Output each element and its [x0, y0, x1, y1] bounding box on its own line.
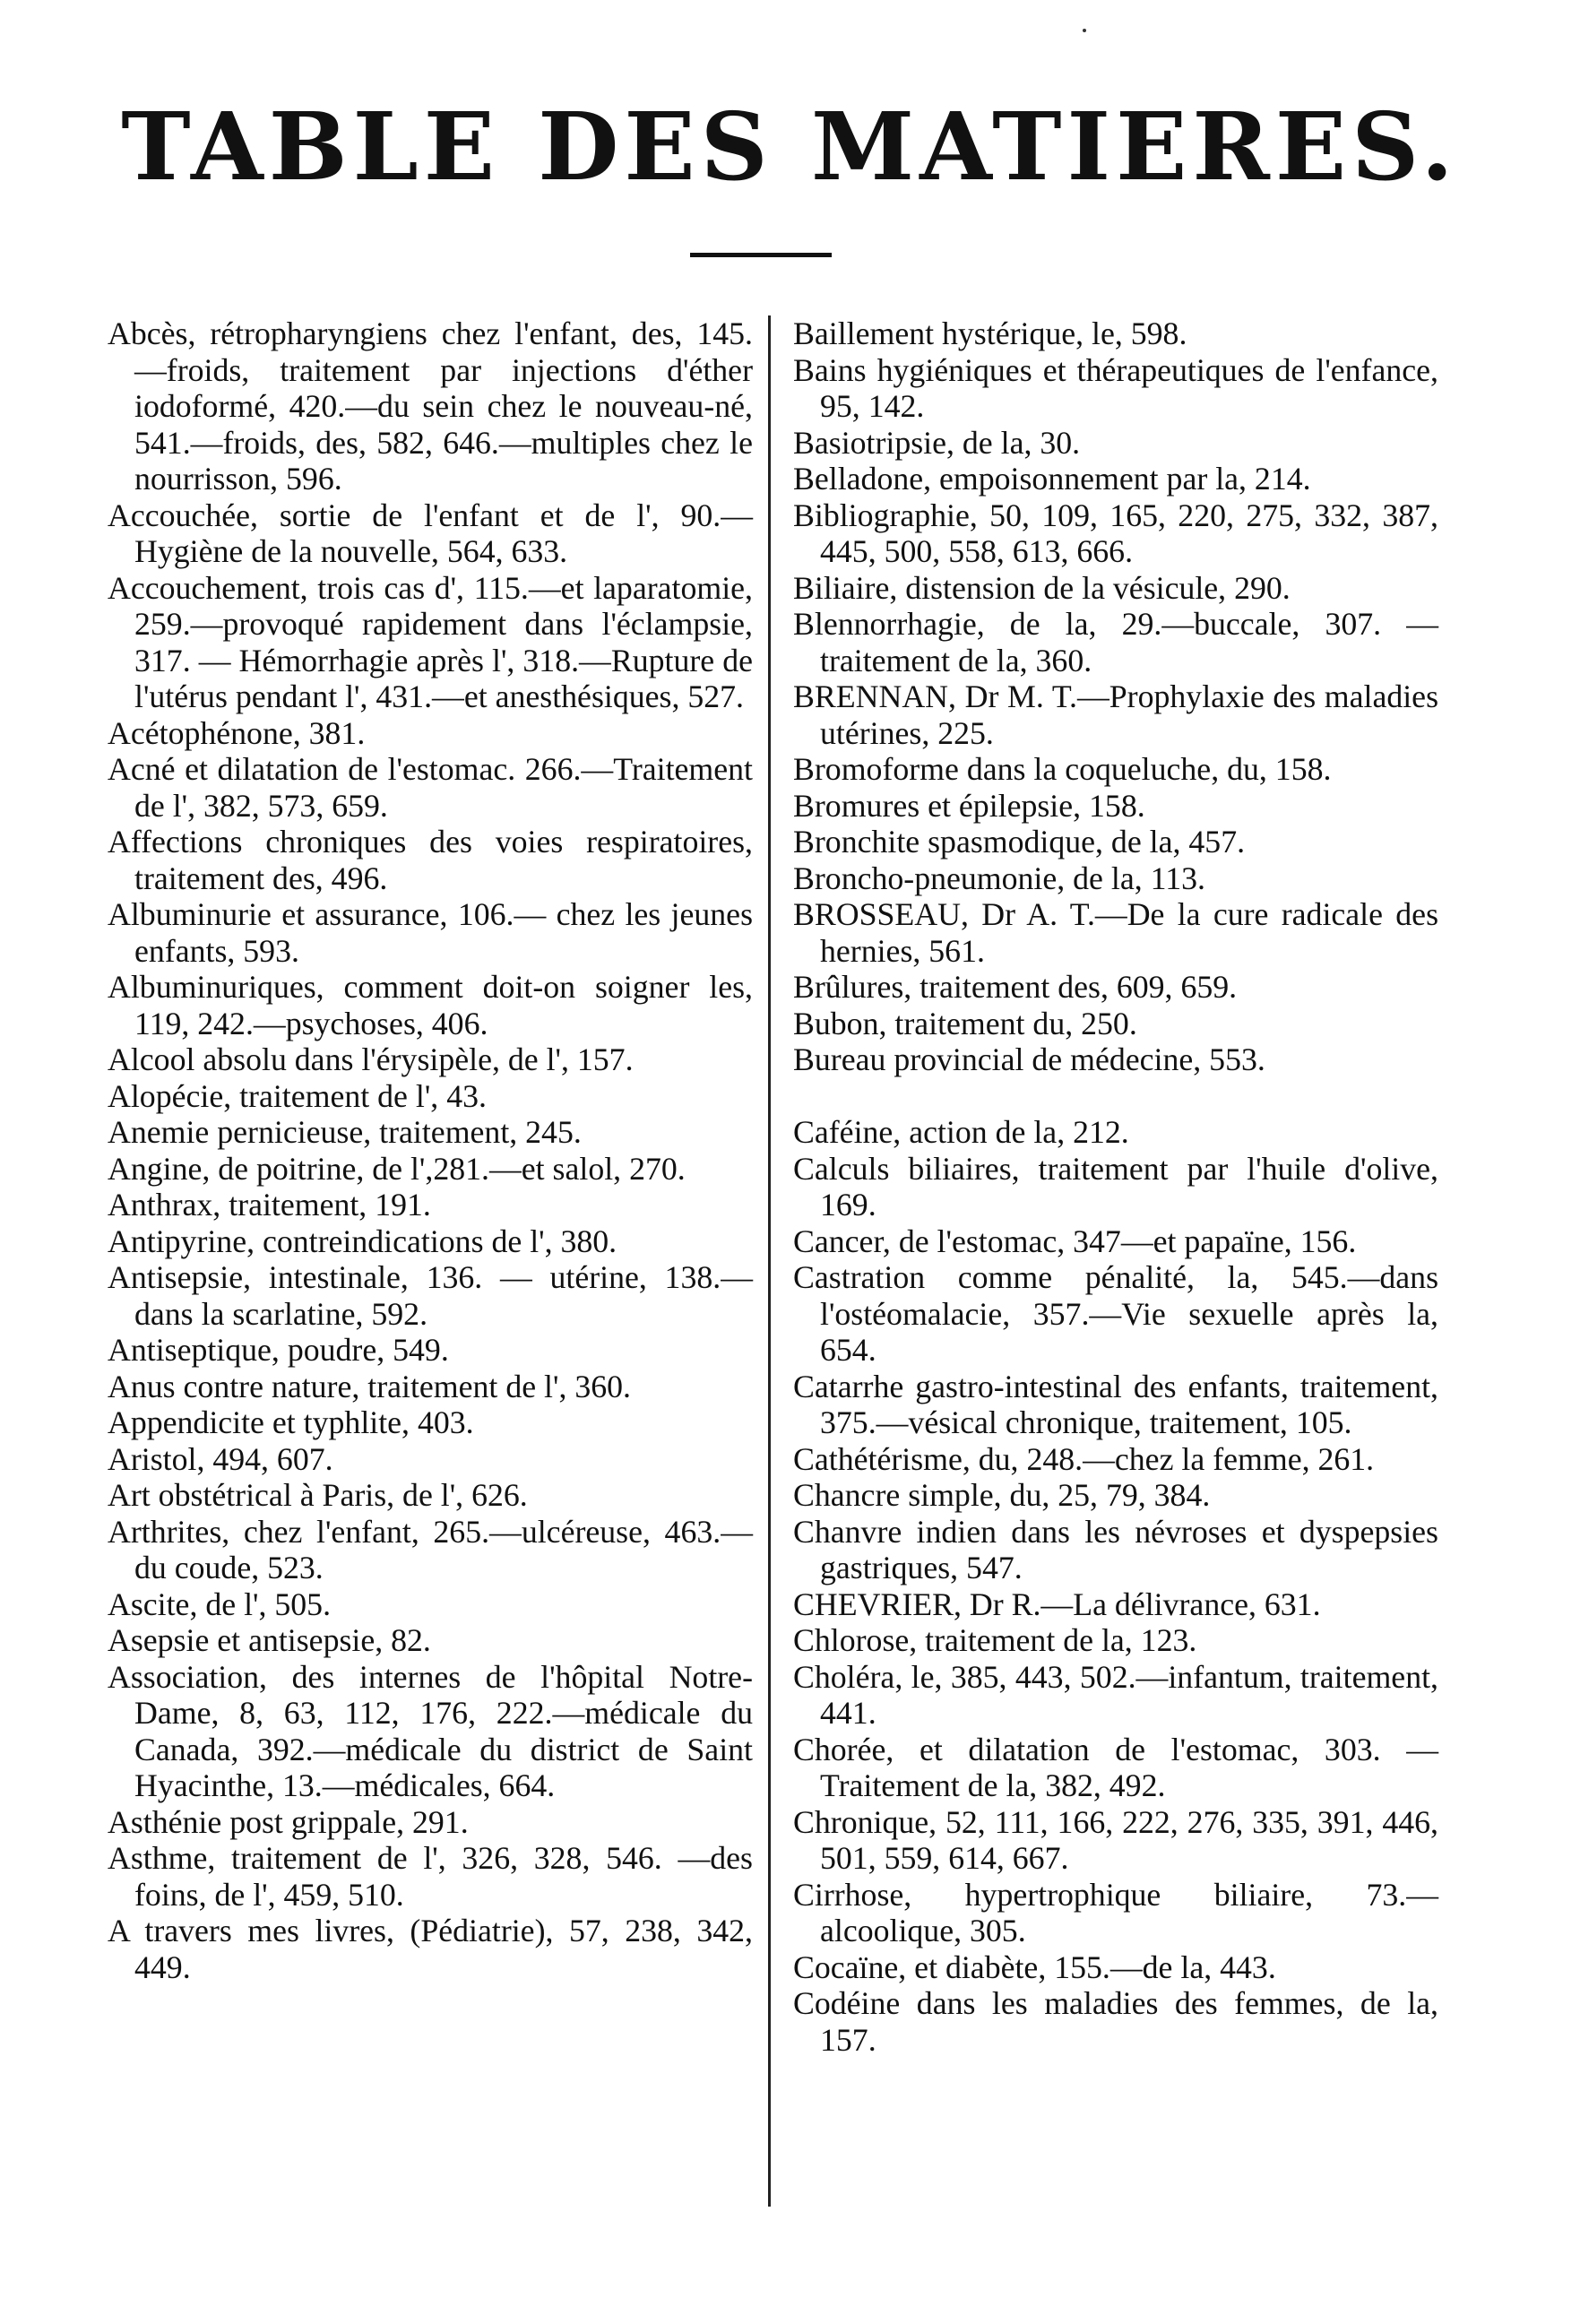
- index-entry: Belladone, empoisonnement par la, 214.: [793, 461, 1311, 497]
- index-entry: Anthrax, traitement, 191.: [108, 1187, 431, 1222]
- index-entry: Alcool absolu dans l'érysipèle, de l', 157.: [108, 1041, 634, 1077]
- index-entry: Asthénie post grippale, 291.: [108, 1803, 469, 1840]
- index-entry: Castration comme pénalité, la, 545.—dans l'ostéomalacie, 357.—Vie sexuelle après la, 654.: [793, 1259, 1438, 1368]
- left-column: [108, 315, 753, 1985]
- index-entry: Anus contre nature, traitement de l', 360.: [108, 1368, 631, 1404]
- index-entry: Aristol, 494, 607.: [108, 1440, 333, 1477]
- index-entry: Calculs biliaires, traitement par l'huile d'olive, 169.: [793, 1150, 1438, 1222]
- index-entry: BROSSEAU, Dr A. T.—De la cure radicale des hernies, 561.: [793, 896, 1438, 969]
- index-entry: Art obstétrical à Paris, de l', 626.: [108, 1477, 528, 1513]
- section-gap: [793, 1078, 1438, 1115]
- index-entry: Asepsie et antisepsie, 82.: [108, 1622, 431, 1658]
- index-entry: Bronchite spasmodique, de la, 457.: [793, 824, 1246, 860]
- print-speck: [1083, 29, 1086, 32]
- index-entry: Cirrhose, hypertrophique biliaire, 73.—alcoolique, 305.: [793, 1876, 1438, 1948]
- index-entry: Brûlures, traitement des, 609, 659.: [793, 969, 1238, 1005]
- column-separator: [768, 315, 771, 2207]
- index-entry: Chorée, et dilatation de l'estomac, 303. —Traitement de la, 382, 492.: [793, 1731, 1438, 1803]
- index-entry: Bibliographie, 50, 109, 165, 220, 275, 332, 387, 445, 500, 558, 613, 666.: [793, 497, 1438, 569]
- index-entry: Bureau provincial de médecine, 553.: [793, 1041, 1265, 1077]
- index-entry: Acné et dilatation de l'estomac. 266.—Traitement de l', 382, 573, 659.: [108, 751, 753, 824]
- index-entry: Accouchement, trois cas d', 115.—et laparatomie, 259.—provoqué rapidement dans l'éclampsie, 317. — Hémorrhagie après l', 318.—Rupture de l'utérus pendant l', 431.—et anesthésiques, 527.: [108, 569, 753, 714]
- section-b: [793, 315, 1438, 1078]
- index-entry: Antipyrine, contreindications de l', 380.: [108, 1222, 617, 1259]
- index-entry: Chancre simple, du, 25, 79, 384.: [793, 1477, 1211, 1513]
- index-entry: Association, des internes de l'hôpital Notre-Dame, 8, 63, 112, 176, 222.—médicale du Canada, 392.—médicale du district de Saint Hyacinthe, 13.—médicales, 664.: [108, 1658, 753, 1803]
- index-entry: Asthme, traitement de l', 326, 328, 546. —des foins, de l', 459, 510.: [108, 1840, 753, 1913]
- index-entry: Appendicite et typhlite, 403.: [108, 1404, 474, 1440]
- index-entry: Abcès, rétropharyngiens chez l'enfant, des, 145.—froids, traitement par injections d'éther iodoformé, 420.—du sein chez le nouveau-né, 541.—froids, des, 582, 646.—multiples chez le nourrisson, 596.: [108, 315, 753, 497]
- index-entry: Chanvre indien dans les névroses et dyspepsies gastriques, 547.: [793, 1513, 1438, 1585]
- index-entry: Cocaïne, et diabète, 155.—de la, 443.: [793, 1948, 1276, 1985]
- index-entry: Alopécie, traitement de l', 43.: [108, 1077, 487, 1114]
- right-column: [793, 315, 1438, 2058]
- index-entry: Cathétérisme, du, 248.—chez la femme, 261.: [793, 1440, 1375, 1477]
- index-entry: Bubon, traitement du, 250.: [793, 1005, 1137, 1041]
- index-entry: Anemie pernicieuse, traitement, 245.: [108, 1114, 582, 1150]
- index-entry: Blennorrhagie, de la, 29.—buccale, 307. —traitement de la, 360.: [793, 606, 1438, 678]
- section-c: [793, 1114, 1438, 2058]
- index-entry: Bromoforme dans la coqueluche, du, 158.: [793, 751, 1332, 787]
- index-entry: Albuminurie et assurance, 106.— chez les jeunes enfants, 593.: [108, 896, 753, 969]
- index-entry: Ascite, de l', 505.: [108, 1585, 332, 1622]
- index-entry: Arthrites, chez l'enfant, 265.—ulcéreuse, 463.—du coude, 523.: [108, 1513, 753, 1585]
- index-entry: Acétophénone, 381.: [108, 714, 366, 751]
- index-entry: Bains hygiéniques et thérapeutiques de l'enfance, 95, 142.: [793, 351, 1438, 424]
- index-entry: Catarrhe gastro-intestinal des enfants, traitement, 375.—vésical chronique, traitement, 105.: [793, 1368, 1438, 1440]
- index-entry: Accouchée, sortie de l'enfant et de l', 90.—Hygiène de la nouvelle, 564, 633.: [108, 497, 753, 569]
- index-entry: Caféine, action de la, 212.: [793, 1114, 1129, 1150]
- index-entry: Basiotripsie, de la, 30.: [793, 424, 1081, 461]
- index-entry: Chlorose, traitement de la, 123.: [793, 1622, 1197, 1658]
- index-entry: Codéine dans les maladies des femmes, de la, 157.: [793, 1985, 1438, 2058]
- index-entry: Angine, de poitrine, de l',281.—et salol, 270.: [108, 1150, 686, 1187]
- index-entry: Chronique, 52, 111, 166, 222, 276, 335, 391, 446, 501, 559, 614, 667.: [793, 1803, 1438, 1876]
- index-entry: Baillement hystérique, le, 598.: [793, 315, 1187, 351]
- title-rule: [690, 253, 832, 257]
- page-title: TABLE DES MATIERES.: [121, 91, 1459, 202]
- index-entry: Bromures et épilepsie, 158.: [793, 787, 1145, 824]
- index-entry: Albuminuriques, comment doit-on soigner les, 119, 242.—psychoses, 406.: [108, 969, 753, 1041]
- index-entry: Broncho-pneumonie, de la, 113.: [793, 860, 1205, 896]
- index-entry: A travers mes livres, (Pédiatrie), 57, 238, 342, 449.: [108, 1913, 753, 1985]
- index-entry: Antisepsie, intestinale, 136. — utérine, 138.—dans la scarlatine, 592.: [108, 1259, 753, 1332]
- index-entry: Antiseptique, poudre, 549.: [108, 1332, 449, 1368]
- index-entry: Biliaire, distension de la vésicule, 290.: [793, 569, 1291, 606]
- index-entry: BRENNAN, Dr M. T.—Prophylaxie des maladies utérines, 225.: [793, 678, 1438, 751]
- index-entry: Cancer, de l'estomac, 347—et papaïne, 156.: [793, 1222, 1357, 1259]
- index-entry: Affections chroniques des voies respiratoires, traitement des, 496.: [108, 824, 753, 896]
- index-entry: Choléra, le, 385, 443, 502.—infantum, traitement, 441.: [793, 1658, 1438, 1731]
- index-entry: CHEVRIER, Dr R.—La délivrance, 631.: [793, 1585, 1321, 1622]
